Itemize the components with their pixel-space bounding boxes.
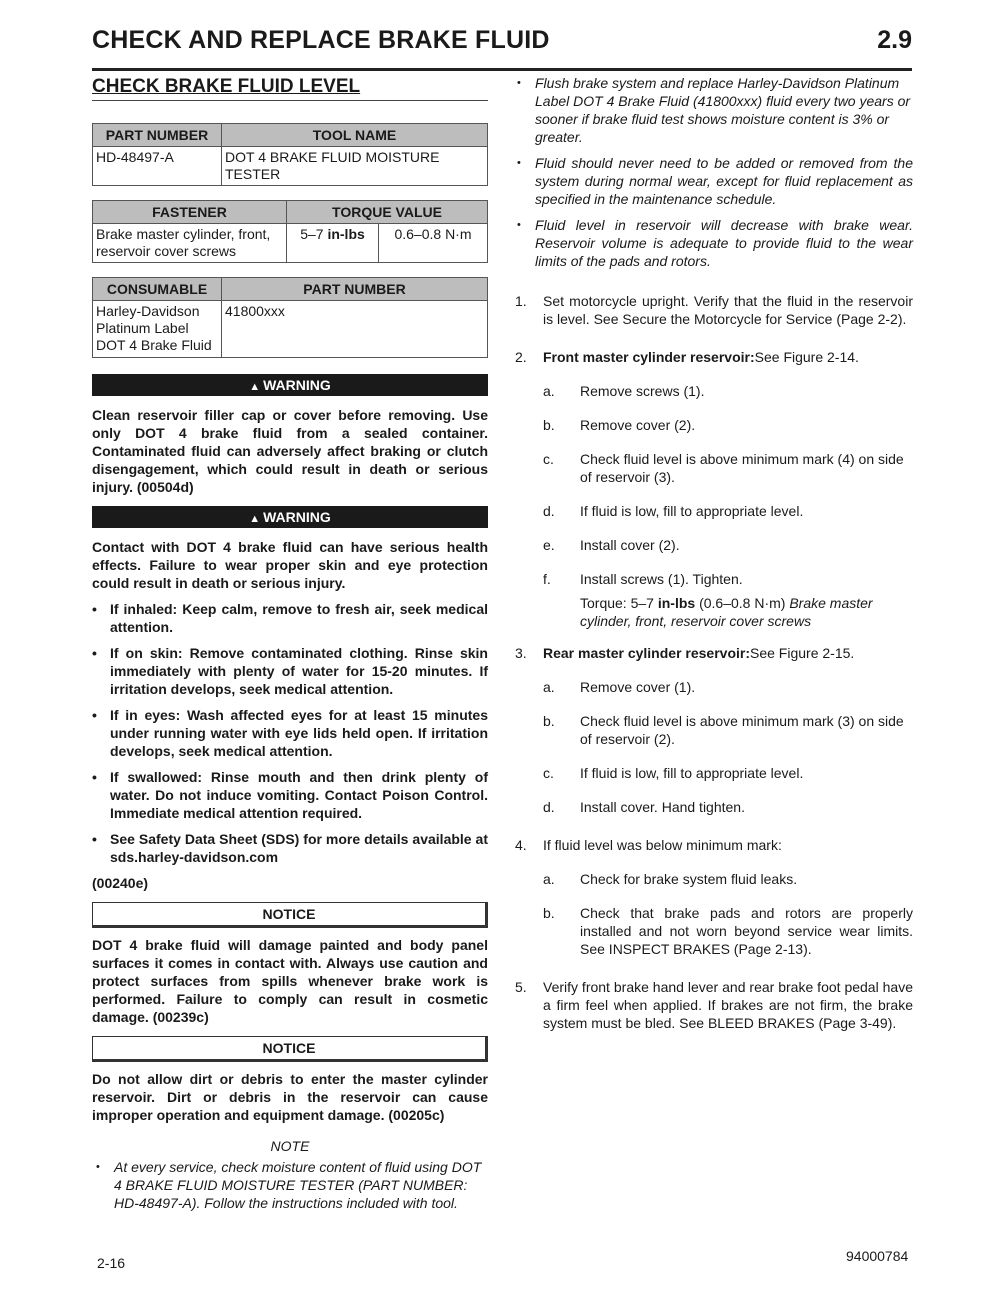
fastener-table (92, 200, 488, 263)
warning-code: (00240e) (92, 875, 149, 891)
table-cell: DOT 4 BRAKE FLUID MOISTURE TESTER (222, 147, 488, 186)
torque-spec (515, 594, 913, 630)
substep (515, 382, 913, 400)
substep-letter: a. (543, 679, 555, 695)
table-cell: HD-48497-A (93, 147, 222, 186)
step-number: 2. (515, 349, 527, 365)
step-3 (515, 644, 913, 662)
warning-triangle-icon: ▲ (249, 381, 261, 393)
substep-text: Install cover. Hand tighten. (580, 799, 745, 815)
document-number: 94000784 (846, 1248, 909, 1264)
list-item: • If on skin: Remove contaminated clothing. Rinse skin immediately with plenty of water for 15-20 minutes. If irritation develops, seek medical attention. (92, 644, 488, 698)
list-item: • See Safety Data Sheet (SDS) for more details available at sds.harley-davidson.com (92, 830, 488, 866)
torque-value: 5–7 (300, 226, 328, 242)
page-number: 2-16 (97, 1255, 126, 1271)
substep-letter: d. (543, 503, 555, 519)
section-number: 2.9 (877, 26, 912, 54)
torque-description: Brake master cylinder, front, reservoir cover screws (580, 595, 873, 629)
substep-text: Install screws (1). Tighten. (580, 571, 743, 587)
table-cell (287, 224, 379, 263)
step-text: Set motorcycle upright. Verify that the fluid in the reservoir is level. See Secure the Motorcycle for Service (Page 2-2). (543, 293, 913, 327)
substep (515, 870, 913, 888)
notice-text: DOT 4 brake fluid will damage painted and body panel surfaces it comes in contact with. Always use caution and protect surfaces from spills whenever brake work is performed. Failure to comply can result in cosmetic damage. (00239c) (92, 937, 488, 1025)
torque-metric: (0.6–0.8 N·m) (695, 595, 790, 611)
substep (515, 764, 913, 782)
consumable-table (92, 277, 488, 358)
note-list (92, 1158, 488, 1212)
substep-letter: c. (543, 765, 554, 781)
substep-letter: d. (543, 799, 555, 815)
table-cell: 41800xxx (222, 301, 488, 358)
service-notes (515, 74, 913, 270)
torque-unit: in-lbs (657, 595, 696, 611)
list-item: • Fluid should never need to be added or removed from the system during normal wear, except for fluid replacement as specified in the maintenance schedule. (515, 154, 913, 208)
substep (515, 678, 913, 696)
substep-text: Check that brake pads and rotors are properly installed and not worn beyond service wear limits. See INSPECT BRAKES (Page 2-13). (580, 905, 913, 957)
substep-text: Install cover (2). (580, 537, 680, 553)
list-item: • If inhaled: Keep calm, remove to fresh air, seek medical attention. (92, 600, 488, 636)
step-number: 4. (515, 837, 527, 853)
substep (515, 798, 913, 816)
substep-letter: b. (543, 713, 555, 729)
step-heading: Rear master cylinder reservoir: (543, 645, 750, 661)
notice-text: Do not allow dirt or debris to enter the master cylinder reservoir. Dirt or debris in the reservoir can cause improper operation and equipment damage. (00205c) (92, 1071, 488, 1123)
list-item: • Fluid level in reservoir will decrease with brake wear. Reservoir volume is adequate to provide fluid to the wear limits of the pads and rotors. (515, 216, 913, 270)
table-header: PART NUMBER (222, 278, 488, 301)
right-column (515, 74, 913, 1032)
step-4 (515, 836, 913, 854)
table-cell: Harley-Davidson Platinum Label DOT 4 Brake Fluid (93, 301, 222, 358)
substep-text: Check fluid level is above minimum mark (4) on side of reservoir (3). (580, 451, 904, 485)
substep (515, 712, 913, 748)
substep-text: Remove screws (1). (580, 383, 705, 399)
warning-label: WARNING (263, 377, 331, 393)
page-title: CHECK AND REPLACE BRAKE FLUID (92, 26, 550, 54)
substep-letter: f. (543, 571, 551, 587)
step-number: 5. (515, 979, 527, 995)
step-text: See Figure 2-15. (750, 645, 855, 661)
warning-banner (92, 374, 488, 396)
warning-label: WARNING (263, 509, 331, 525)
warning-banner (92, 506, 488, 528)
substep-text: Remove cover (2). (580, 417, 696, 433)
warning-bullet-list (92, 600, 488, 866)
torque-unit: in-lbs (327, 226, 365, 242)
substep-text: If fluid is low, fill to appropriate level. (580, 765, 804, 781)
substep-text: Remove cover (1). (580, 679, 696, 695)
substep-letter: a. (543, 383, 555, 399)
left-column (92, 74, 488, 1212)
step-5 (515, 978, 913, 1032)
substep-letter: c. (543, 451, 554, 467)
table-header: CONSUMABLE (93, 278, 222, 301)
torque-prefix: Torque: 5–7 (580, 595, 658, 611)
substep (515, 502, 913, 520)
list-item: • At every service, check moisture content of fluid using DOT 4 BRAKE FLUID MOISTURE TESTER (PART NUMBER: HD-48497-A). Follow the instructions included with tool. (92, 1158, 488, 1212)
substep (515, 904, 913, 958)
notice-banner: NOTICE (92, 902, 488, 928)
table-header: TOOL NAME (222, 124, 488, 147)
list-item: • If in eyes: Wash affected eyes for at least 15 minutes under running water with eye lids held open. If irritation develops, seek medical attention. (92, 706, 488, 760)
step-1 (515, 292, 913, 328)
step-heading: Front master cylinder reservoir: (543, 349, 755, 365)
table-header: FASTENER (93, 201, 287, 224)
page-header (92, 22, 912, 71)
substep-text: If fluid is low, fill to appropriate level. (580, 503, 804, 519)
substep-letter: b. (543, 417, 555, 433)
substep-text: Check for brake system fluid leaks. (580, 871, 798, 887)
step-number: 3. (515, 645, 527, 661)
step-number: 1. (515, 293, 527, 309)
note-label: NOTE (270, 1138, 310, 1154)
substep (515, 450, 913, 486)
warning-text: Contact with DOT 4 brake fluid can have serious health effects. Failure to wear proper skin and eye protection could result in death or serious injury. (92, 539, 488, 591)
step-text: If fluid level was below minimum mark: (543, 837, 782, 853)
step-2 (515, 348, 913, 366)
warning-text: Clean reservoir filler cap or cover before removing. Use only DOT 4 brake fluid from a sealed container. Contaminated fluid can adversely affect braking or clutch disengagement, which could result in death or serious injury. (00504d) (92, 407, 488, 495)
warning-triangle-icon: ▲ (249, 513, 261, 525)
substep (515, 536, 913, 554)
substep-letter: a. (543, 871, 555, 887)
table-cell: 0.6–0.8 N·m (379, 224, 488, 263)
table-header: PART NUMBER (93, 124, 222, 147)
substep-text: Check fluid level is above minimum mark (3) on side of reservoir (2). (580, 713, 904, 747)
table-header: TORQUE VALUE (287, 201, 488, 224)
step-text: See Figure 2-14. (754, 349, 859, 365)
step-text: Verify front brake hand lever and rear brake foot pedal have a firm feel when applied. If brakes are not firm, the brake system must be bled. See BLEED BRAKES (Page 3-49). (543, 979, 913, 1031)
substep-letter: e. (543, 537, 555, 553)
substep (515, 416, 913, 434)
list-item: • If swallowed: Rinse mouth and then drink plenty of water. Do not induce vomiting. Contact Poison Control. Immediate medical attention required. (92, 768, 488, 822)
substep-letter: b. (543, 905, 555, 921)
list-item: • Flush brake system and replace Harley-Davidson Platinum Label DOT 4 Brake Fluid (41800xxx) fluid every two years or sooner if brake fluid test shows moisture content is 3% or greater. (515, 74, 913, 146)
notice-banner: NOTICE (92, 1036, 488, 1062)
tool-table (92, 123, 488, 186)
table-cell: Brake master cylinder, front, reservoir cover screws (93, 224, 287, 263)
substep (515, 570, 913, 588)
section-heading: CHECK BRAKE FLUID LEVEL (92, 76, 488, 101)
